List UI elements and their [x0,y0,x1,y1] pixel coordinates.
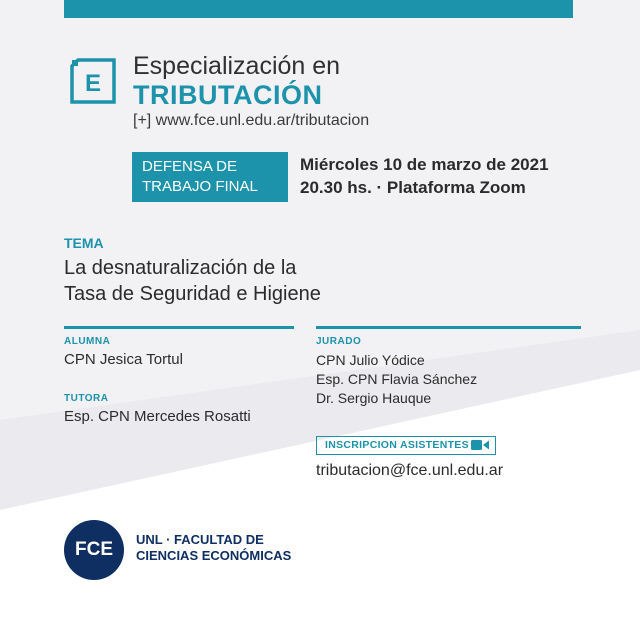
jurado-label: JURADO [316,336,362,347]
alumna-name: CPN Jesica Tortul [64,351,183,368]
jurado-member: Esp. CPN Flavia Sánchez [316,371,478,387]
tutora-name: Esp. CPN Mercedes Rosatti [64,408,251,425]
event-time: 20.30 hs. · Plataforma Zoom [300,178,526,197]
jurado-member: CPN Julio Yódice [316,352,425,368]
event-type-badge [132,152,288,202]
inscripcion-label: INSCRIPCION ASISTENTES [325,439,469,451]
video-camera-icon [471,439,489,451]
divider-left [64,326,294,329]
contact-email[interactable]: tributacion@fce.unl.edu.ar [316,462,504,479]
divider-right [316,326,581,329]
tema-label: TEMA [64,235,104,251]
top-accent-bar [64,0,573,18]
institution-line1: UNL · FACULTAD DE [136,532,264,547]
website-link[interactable]: [+] www.fce.unl.edu.ar/tributacion [133,112,370,129]
logo-letter: E [84,70,102,97]
inscripcion-button[interactable] [316,436,496,455]
event-type-line2: TRABAJO FINAL [142,178,258,195]
fce-logo-badge: FCE [64,520,124,580]
alumna-label: ALUMNA [64,336,111,347]
tema-title-line2: Tasa de Seguridad e Higiene [64,283,321,305]
tutora-label: TUTORA [64,393,109,404]
jurado-member: Dr. Sergio Hauque [316,390,432,406]
program-title: Especialización en [133,52,341,80]
institution-line2: CIENCIAS ECONÓMICAS [136,548,292,563]
program-subtitle: TRIBUTACIÓN [133,80,323,110]
especializacion-logo-icon [70,58,116,104]
event-date: Miércoles 10 de marzo de 2021 [300,155,549,174]
tema-title-line1: La desnaturalización de la [64,257,297,279]
event-type-line1: DEFENSA DE [142,158,238,175]
